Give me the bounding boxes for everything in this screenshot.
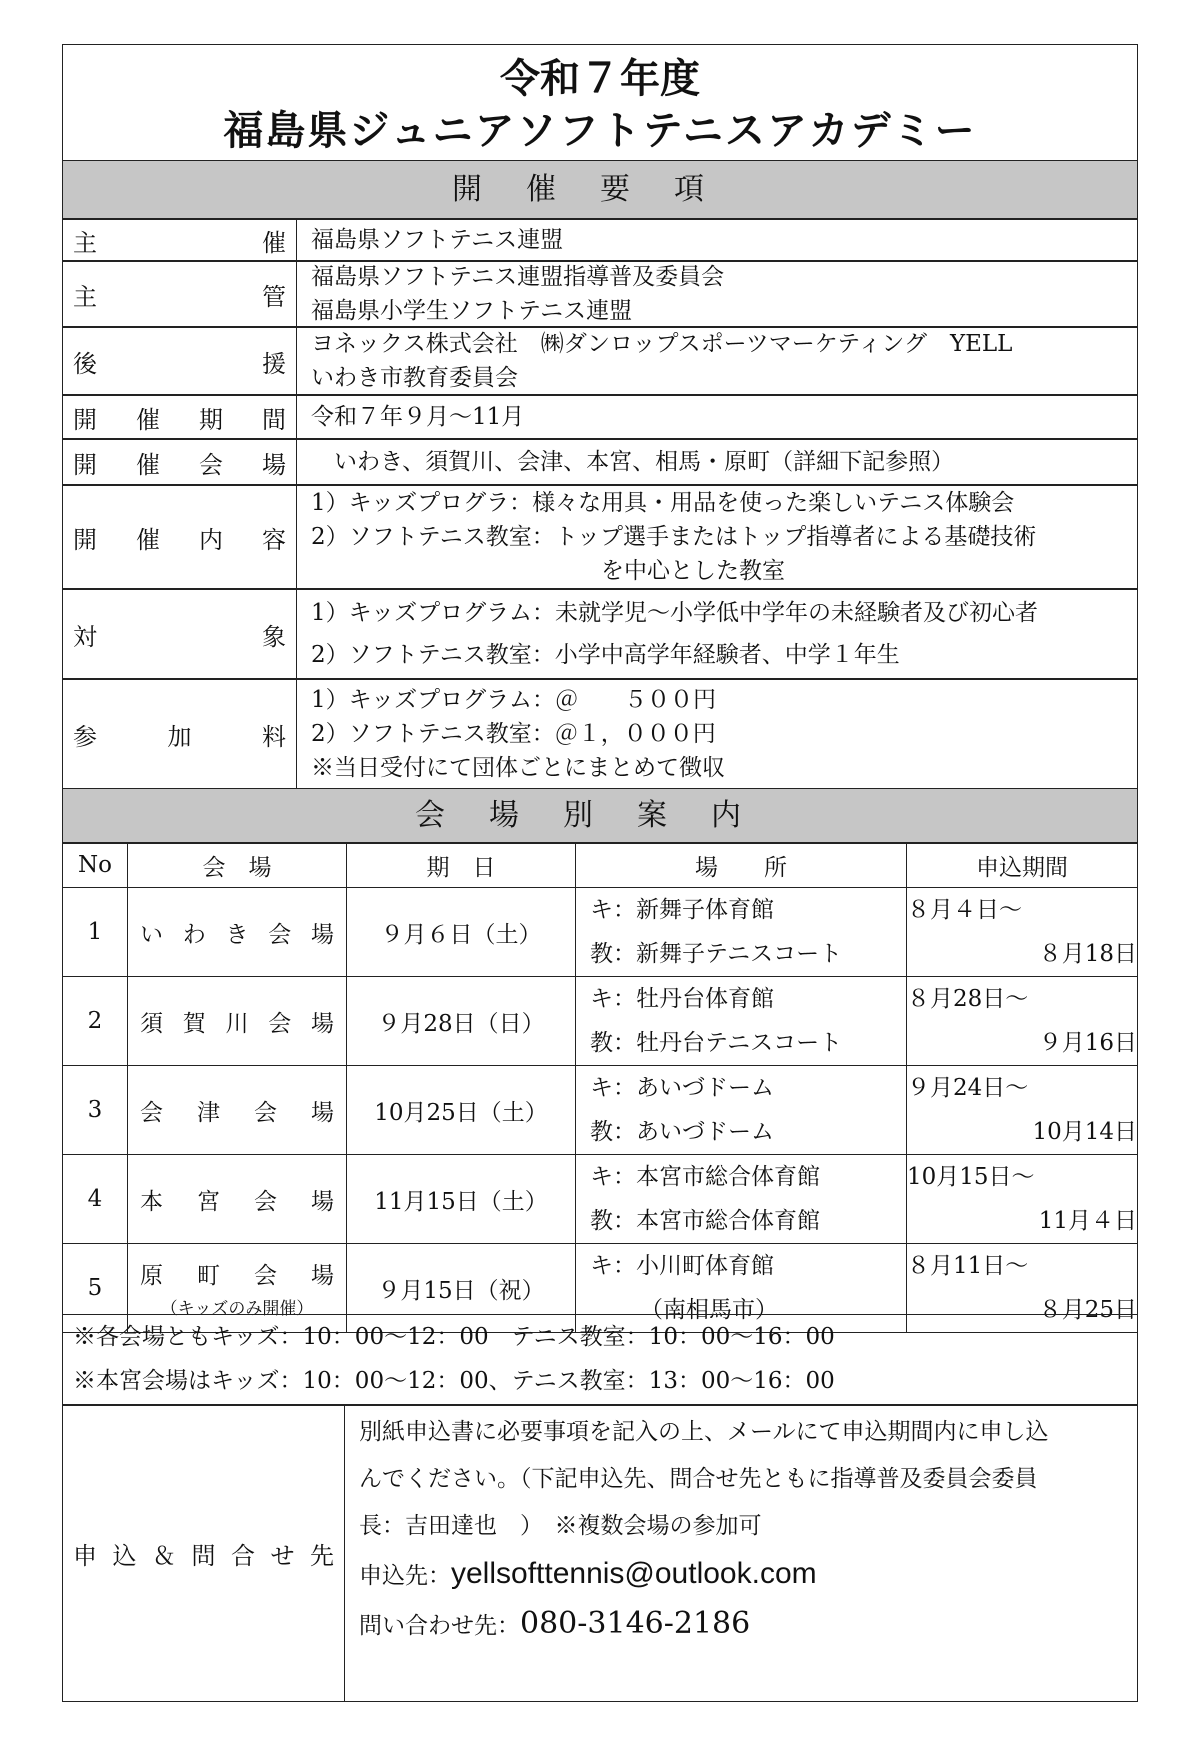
label-char: い <box>140 921 163 948</box>
info-value <box>297 395 1137 439</box>
label-char: 間 <box>262 405 286 434</box>
label-char: 主 <box>73 228 97 257</box>
info-line: 福島県ソフトテニス連盟 <box>311 227 564 253</box>
label-char: 象 <box>262 622 286 651</box>
label-char: 催 <box>136 525 160 554</box>
document-sheet <box>62 44 1138 1702</box>
label-char: 込 <box>112 1541 137 1570</box>
info-line: 福島県小学生ソフトテニス連盟 <box>311 298 633 324</box>
label-char: 開 <box>73 450 97 479</box>
period-to: 10月14日 <box>1032 1119 1137 1145</box>
label-char: 津 <box>197 1099 220 1126</box>
info-line: 令和７年９月～11月 <box>311 404 525 430</box>
section-header-overview: 開催要項 <box>62 160 1138 220</box>
row-no: 3 <box>63 1066 128 1155</box>
info-label <box>63 589 297 679</box>
place-school: 教：牡丹台テニスコート <box>590 1030 843 1056</box>
row-period <box>907 888 1138 977</box>
label-char: 先 <box>310 1541 334 1570</box>
venue-note: （キッズのみ開催） <box>160 1299 314 1319</box>
row-no: 1 <box>63 888 128 977</box>
info-value <box>297 219 1137 261</box>
phone-line <box>359 1600 1137 1650</box>
info-row-period <box>62 394 1138 440</box>
period-from: ９月24日～ <box>907 1075 1029 1101</box>
info-row-content <box>62 484 1138 590</box>
info-row-target <box>62 588 1138 680</box>
label-char: 会 <box>254 1188 277 1215</box>
label-char: 川 <box>225 1010 249 1037</box>
spread-label <box>73 717 286 752</box>
row-place <box>576 1155 907 1244</box>
contact-label <box>63 1405 345 1701</box>
row-date: ９月６日（土） <box>347 888 576 977</box>
info-value <box>297 327 1137 395</box>
row-period <box>907 977 1138 1066</box>
label-char: 合 <box>231 1541 255 1570</box>
label-char: 場 <box>311 1263 334 1289</box>
table-row <box>63 977 1138 1066</box>
spread-label <box>73 520 286 555</box>
row-date: 10月25日（土） <box>347 1066 576 1155</box>
contact-value <box>345 1405 1137 1701</box>
info-value <box>297 261 1137 327</box>
title-year: 令和７年度 <box>500 55 700 102</box>
label-char: 場 <box>311 1099 334 1126</box>
phone-label: 問い合わせ先： <box>359 1613 520 1639</box>
table-header-row <box>63 843 1138 888</box>
info-line: ヨネックス株式会社 ㈱ダンロップスポーツマーケティング YELL <box>311 331 1013 357</box>
label-char: せ <box>270 1541 295 1570</box>
info-line: 2）ソフトテニス教室：＠１，０００円 <box>311 721 716 747</box>
col-header-date: 期 日 <box>347 843 576 888</box>
place-school: 教：あいづドーム <box>590 1119 774 1145</box>
period-from: ８月11日～ <box>907 1253 1029 1279</box>
table-row <box>63 1066 1138 1155</box>
row-no: 5 <box>63 1244 128 1333</box>
section-header-venues: 会場別案内 <box>62 788 1138 844</box>
notes-block <box>62 1314 1138 1406</box>
info-value <box>297 485 1137 589</box>
label-char: 主 <box>73 282 97 311</box>
venue-name <box>128 1094 346 1127</box>
label-char: 参 <box>73 722 97 751</box>
info-line: 1）キッズプログラム：未就学児～小学低中学年の未経験者及び初心者 <box>311 600 1038 626</box>
row-date: ９月15日（祝） <box>347 1244 576 1333</box>
row-no: 4 <box>63 1155 128 1244</box>
note-line: ※本宮会場はキッズ：10：00～12：00、テニス教室：13：00～16：00 <box>73 1368 835 1394</box>
label-char: 会 <box>199 450 223 479</box>
title-block <box>62 44 1138 162</box>
row-date: ９月28日（日） <box>347 977 576 1066</box>
info-label <box>63 327 297 395</box>
label-char: 催 <box>136 450 160 479</box>
row-period <box>907 1155 1138 1244</box>
col-header-period: 申込期間 <box>907 843 1138 888</box>
venue-name <box>128 1257 346 1290</box>
info-label <box>63 679 297 789</box>
info-line: 1）キッズプログラ：様々な用具・用品を使った楽しいテニス体験会 <box>311 490 1015 516</box>
info-value <box>297 679 1137 789</box>
place-kids: キ：あいづドーム <box>590 1075 774 1101</box>
contact-text: んでください。（下記申込先、問合せ先ともに指導普及委員会委員 <box>359 1466 1038 1492</box>
spread-label <box>73 1536 334 1571</box>
label-char: 対 <box>73 622 97 651</box>
info-line: ※当日受付にて団体ごとにまとめて徴収 <box>311 755 725 781</box>
venue-name <box>128 1005 346 1038</box>
label-char: 宮 <box>197 1188 220 1215</box>
venue-table <box>62 842 1138 1333</box>
period-from: ８月28日～ <box>907 986 1029 1012</box>
place-school: 教：本宮市総合体育館 <box>590 1208 820 1234</box>
contact-block <box>62 1404 1138 1702</box>
label-char: 会 <box>140 1099 163 1126</box>
row-venue <box>128 977 347 1066</box>
info-line: いわき、須賀川、会津、本宮、相馬・原町（詳細下記参照） <box>311 449 955 475</box>
email-link[interactable]: yellsofttennis@outlook.com <box>451 1557 817 1590</box>
spread-label <box>73 223 286 258</box>
period-to: ８月18日 <box>1038 941 1137 967</box>
label-char: 会 <box>254 1263 277 1289</box>
row-venue <box>128 1066 347 1155</box>
place-kids: キ：新舞子体育館 <box>590 897 774 923</box>
info-line: いわき市教育委員会 <box>311 365 518 391</box>
contact-text: 別紙申込書に必要事項を記入の上、メールにて申込期間内に申し込 <box>359 1419 1049 1445</box>
label-char: 須 <box>140 1010 163 1037</box>
label-char: 原 <box>140 1263 163 1289</box>
info-label <box>63 261 297 327</box>
label-char: 援 <box>262 349 286 378</box>
info-row-management <box>62 260 1138 328</box>
label-char: 催 <box>136 405 160 434</box>
spread-label <box>73 445 286 480</box>
phone-number: 080-3146-2186 <box>520 1606 751 1641</box>
label-char: 場 <box>311 1010 334 1037</box>
row-place <box>576 1066 907 1155</box>
place-kids: キ：牡丹台体育館 <box>590 986 774 1012</box>
info-line: 2）ソフトテニス教室：小学中高学年経験者、中学１年生 <box>311 642 900 668</box>
label-char: 問 <box>191 1541 216 1570</box>
label-char: 本 <box>140 1188 163 1215</box>
label-char: 場 <box>311 921 334 948</box>
info-label <box>63 485 297 589</box>
title-main: 福島県ジュニアソフトテニスアカデミー <box>223 107 977 154</box>
place-school: 教：新舞子テニスコート <box>590 941 843 967</box>
contact-text: 長：吉田達也 ） ※複数会場の参加可 <box>359 1513 762 1539</box>
period-from: ８月４日～ <box>907 897 1022 923</box>
label-char: 場 <box>262 450 286 479</box>
label-char: 申 <box>73 1541 97 1570</box>
info-label <box>63 395 297 439</box>
place-kids: キ：本宮市総合体育館 <box>590 1164 820 1190</box>
label-char: 後 <box>73 349 97 378</box>
venue-name <box>128 1183 346 1216</box>
label-char: き <box>225 921 249 948</box>
col-header-no: No <box>63 843 128 888</box>
label-char: 催 <box>262 228 286 257</box>
label-char: 賀 <box>182 1010 206 1037</box>
row-place <box>576 888 907 977</box>
spread-label <box>73 277 286 312</box>
label-char: 内 <box>199 525 223 554</box>
place-school: （南相馬市） <box>640 1297 778 1323</box>
info-row-organizer <box>62 218 1138 262</box>
row-venue <box>128 888 347 977</box>
info-value <box>297 439 1137 485</box>
info-line: を中心とした教室 <box>601 558 785 584</box>
period-to: ８月25日 <box>1038 1297 1137 1323</box>
info-value <box>297 589 1137 679</box>
info-row-venues <box>62 438 1138 486</box>
spread-label <box>73 617 286 652</box>
label-char: 開 <box>73 525 97 554</box>
table-row <box>63 1155 1138 1244</box>
info-label <box>63 439 297 485</box>
label-char: わ <box>182 921 206 948</box>
label-char: 容 <box>262 525 286 554</box>
period-from: 10月15日～ <box>907 1164 1035 1190</box>
row-venue <box>128 1155 347 1244</box>
place-kids: キ：小川町体育館 <box>590 1253 774 1279</box>
period-to: 11月４日 <box>1038 1208 1137 1234</box>
label-char: 会 <box>268 1010 292 1037</box>
spread-label <box>73 344 286 379</box>
row-period <box>907 1066 1138 1155</box>
label-char: 町 <box>197 1263 220 1289</box>
info-label <box>63 219 297 261</box>
email-label: 申込先： <box>359 1563 451 1589</box>
label-char: 料 <box>262 722 286 751</box>
row-date: 11月15日（土） <box>347 1155 576 1244</box>
info-line: 福島県ソフトテニス連盟指導普及委員会 <box>311 264 725 290</box>
spread-label <box>73 400 286 435</box>
row-no: 2 <box>63 977 128 1066</box>
col-header-venue: 会 場 <box>128 843 347 888</box>
venue-name <box>128 916 346 949</box>
email-line <box>359 1550 1137 1600</box>
label-char: 開 <box>73 405 97 434</box>
label-char: 会 <box>254 1099 277 1126</box>
table-row <box>63 888 1138 977</box>
label-char: 場 <box>311 1188 334 1215</box>
info-row-support <box>62 326 1138 396</box>
period-to: ９月16日 <box>1038 1030 1137 1056</box>
col-header-place: 場 所 <box>576 843 907 888</box>
label-char: 加 <box>167 722 192 751</box>
row-place <box>576 977 907 1066</box>
info-row-fee <box>62 678 1138 790</box>
label-char: 期 <box>199 405 223 434</box>
note-line: ※各会場ともキッズ：10：00～12：00 テニス教室：10：00～16：00 <box>73 1324 835 1350</box>
label-char: 管 <box>262 282 286 311</box>
info-line: 1）キッズプログラム：＠ ５００円 <box>311 687 716 713</box>
label-char: 会 <box>268 921 292 948</box>
info-line: 2）ソフトテニス教室：トップ選手またはトップ指導者による基礎技術 <box>311 524 1037 550</box>
label-char: ＆ <box>152 1541 176 1570</box>
